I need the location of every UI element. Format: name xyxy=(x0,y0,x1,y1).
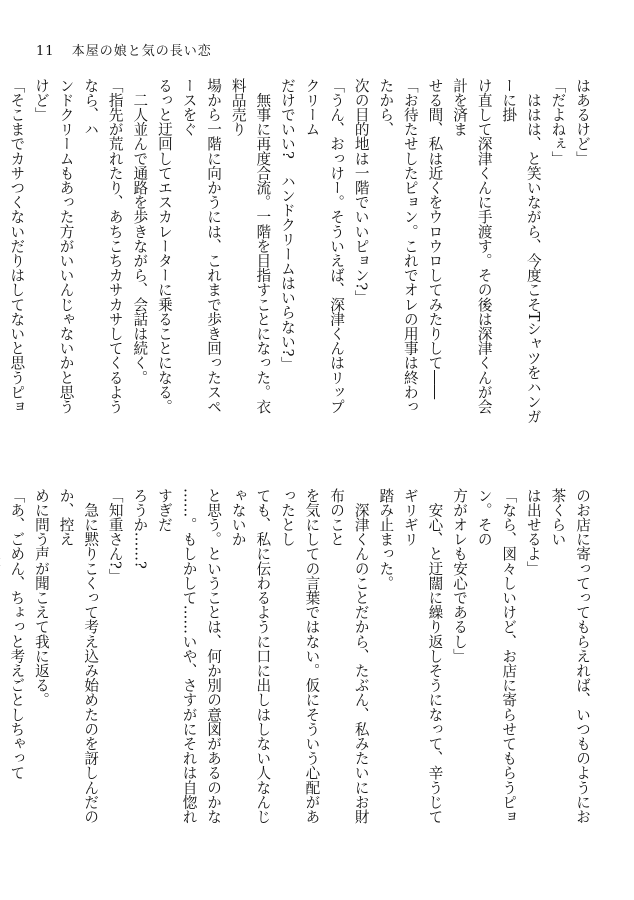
text-line: 深津くんのことだから、たぶん、私みたいにお財布のこと xyxy=(328,488,370,824)
text-line: ろうか……? xyxy=(131,488,149,569)
page-number: 11 xyxy=(36,44,55,59)
text-line: ても、私に伝わるように口に出しはしない人なんじゃないか xyxy=(229,488,272,824)
text-line: 「指先が荒れたり、あちこちカサカサしてくるようなら、ハ xyxy=(82,78,124,414)
text-line: 二人並んで通路を歩きながら、会話は続く。 xyxy=(131,78,149,385)
text-line: 急に黙りこくって考え込み始めたのを訝しんだのか、控え xyxy=(57,488,100,824)
text-line: け直して深津くんに手渡す。その後は深津くんが会計を済ま xyxy=(451,78,493,414)
chapter-title: 本屋の娘と気の長い恋 xyxy=(71,44,212,59)
text-line: ははは、と笑いながら、今度こそTシャツをハンガーに掛 xyxy=(500,78,542,424)
text-line: めに問う声が聞こえて我に返る。 xyxy=(32,488,50,707)
text-line: 踏み止まった。 xyxy=(377,488,395,591)
running-header xyxy=(36,40,212,59)
text-line: 安心、と迂闊に繰り返しそうになって、辛うじてギリギリ xyxy=(401,488,444,824)
text-line: のお店に寄ってってもらえれば、いつものようにお茶くらい xyxy=(549,488,591,824)
text-line: 「知重さん?」 xyxy=(106,488,124,584)
text-line: 「お待たせしたピョン。これでオレの用事は終わったから、 xyxy=(377,78,419,414)
text-line: 「そこまでカサつくないだりはしてないと思うピョ xyxy=(8,78,26,414)
text-line: と思う。ということは、何か別の意図があるのかな xyxy=(205,488,223,824)
text-line: ……。もしかして……いや、さすがにそれは自惚れすぎだ xyxy=(155,488,198,824)
text-line: 無事に再度合流。一階を目指すことになった。衣料品売り xyxy=(229,78,272,414)
text-line: 「なら、図々しいけど、お店に寄らせてもらうピョン。その xyxy=(475,488,518,824)
text-line: 次の目的地は一階でいいピョン?」 xyxy=(352,78,370,305)
text-line: ンドクリームもあった方がいいんじゃないかと思うけど」 xyxy=(32,78,75,414)
text-line: 場から一階に向かうには、これまで歩き回ったスペースをぐ xyxy=(180,78,223,414)
text-line: 「だよねぇ」 xyxy=(549,78,567,166)
bottom-text-block xyxy=(8,488,594,838)
text-line: せる間、私は近くをウロウロしてみたりして―― xyxy=(426,78,444,400)
text-line: 「あ、ごめん、ちょっと考えごとしちゃって xyxy=(8,488,26,780)
text-line: はあるけど」 xyxy=(574,78,591,166)
text-line: るっと迂回してエスカレーターに乗ることになる。 xyxy=(155,78,173,414)
text-line: 「うん、おっけー。そういえば、深津くんはリップクリーム xyxy=(303,78,346,414)
text-line: だけでいい? ハンドクリームはいらない?」 xyxy=(278,78,296,372)
text-line: を気にしての言葉ではない。仮にそういう心配があったとし xyxy=(278,488,321,824)
top-text-block xyxy=(8,78,594,428)
text-line: 方がオレも安心であるし」 xyxy=(451,488,469,664)
text-line: は出せるよ」 xyxy=(524,488,542,576)
